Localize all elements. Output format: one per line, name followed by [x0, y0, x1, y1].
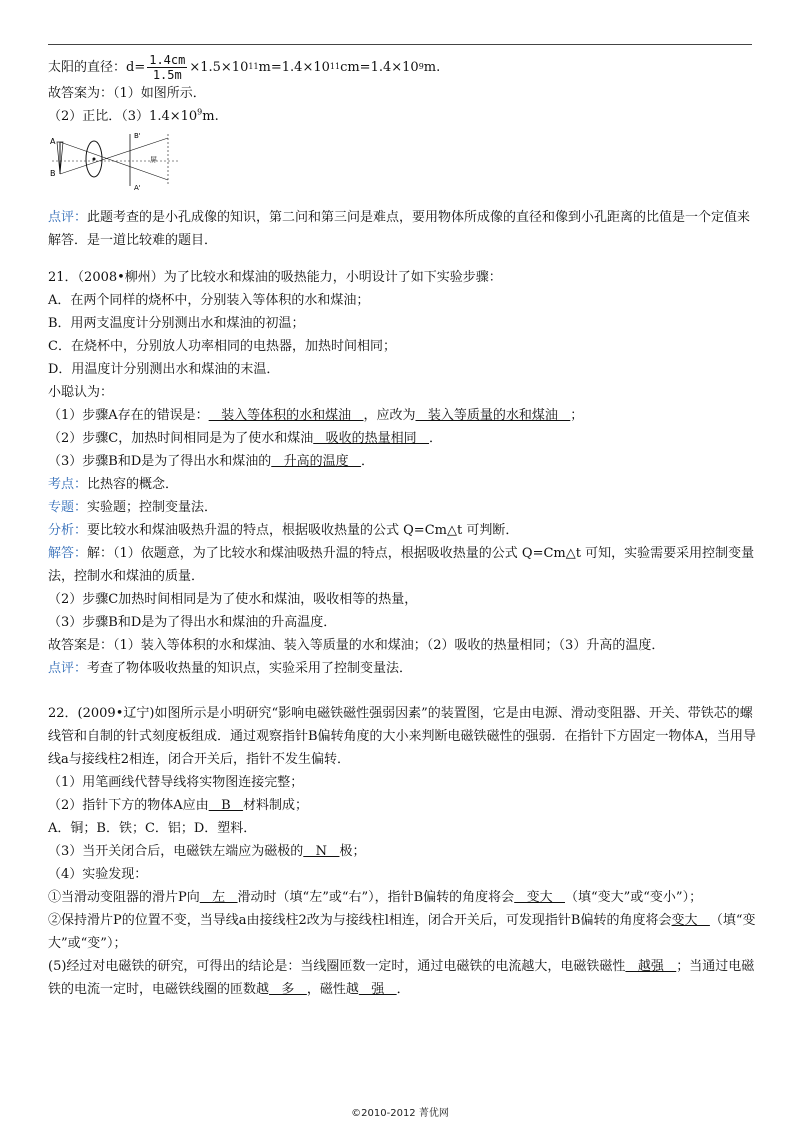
part-text: ；当通过电磁铁的电流一定时，电磁铁线圈的匝数越: [48, 959, 755, 997]
fraction-numerator: 1.4cm: [149, 52, 186, 67]
part-text: （3）当开关闭合后，电磁铁左端应为磁极的: [48, 844, 304, 859]
answer-blank: 左: [199, 890, 238, 905]
q21-solution-2: （2）步骤C加热时间相同是为了使水和煤油，吸收相等的热量，: [48, 592, 418, 607]
q21-title: 21．（2008•柳州）为了比较水和煤油的吸热能力，小明设计了如下实验步骤：: [48, 270, 502, 285]
fraction-denominator: 1.5m: [152, 67, 182, 82]
topic-text: 实验题；控制变量法．: [87, 500, 218, 515]
diameter-mid2: cm=1.4×10: [340, 59, 419, 75]
answer-blank: 强: [358, 982, 397, 997]
analysis-label: 分析：: [48, 523, 88, 538]
review-label: 点评：: [48, 661, 88, 676]
q22-options: A．铜；B．铁；C．铝；D．塑料．: [48, 821, 257, 836]
q21-step-b: B．用两支温度计分别测出水和煤油的初温；: [48, 316, 305, 331]
q21-topic: [48, 496, 758, 519]
part-text: 滑动时（填“左”或“右”），指针B偏转的角度将会: [237, 890, 515, 905]
part-text: ；: [570, 408, 584, 423]
part-text: （填“变大”或“变”）；: [48, 913, 756, 951]
part-text: ①当滑动变阻器的滑片P向: [48, 890, 200, 905]
diagram-label-b-prime: B': [134, 132, 141, 140]
answer-blank: B: [208, 798, 244, 813]
part-text: （2）步骤C，加热时间相同是为了使水和煤油: [48, 431, 314, 446]
q21-answer: 故答案是：（1）装入等体积的水和煤油、装入等质量的水和煤油；（2）吸收的热量相同；（3）升高的温度．: [48, 638, 665, 653]
q22-part-2: [48, 794, 758, 817]
q21-solution-3: （3）步骤B和D是为了得出水和煤油的升高温度．: [48, 615, 337, 630]
q21-part-1: [48, 404, 758, 427]
diameter-mult: ×1.5×10: [189, 59, 249, 75]
answer-line-2-text: （2）正比．（3）1.4×10: [48, 109, 198, 124]
diagram-label-b: B: [50, 169, 56, 178]
answer-blank: 变大: [514, 890, 565, 905]
part-text: （2）指针下方的物体A应由: [48, 798, 209, 813]
q22-part-1: （1）用笔画线代替导线将实物图连接完整；: [48, 775, 304, 790]
part-text: （填“变大”或“变小”）；: [564, 890, 703, 905]
answer-blank: 多: [269, 982, 307, 997]
page-footer: ©2010-2012 菁优网: [351, 1108, 449, 1119]
part-text: ．: [396, 982, 410, 997]
q22-finding-2: [48, 909, 758, 955]
part-text: ．: [429, 431, 443, 446]
part-text: ，磁性越: [306, 982, 359, 997]
q21-step-d: D．用温度计分别测出水和煤油的末温．: [48, 362, 280, 377]
part-text: ．: [361, 454, 375, 469]
q21-step-a: A．在两个同样的烧杯中，分别装入等体积的水和煤油；: [48, 293, 370, 308]
diagram-label-screen: 屏: [150, 156, 157, 164]
answer-blank: N: [303, 844, 340, 859]
solution-label: 解答：: [48, 546, 88, 561]
topic-label: 专题：: [48, 500, 88, 515]
analysis-text: 要比较水和煤油吸热升温的特点，根据吸收热量的公式 Q=Cm△t 可判断．: [87, 523, 519, 538]
diameter-mid: m=1.4×10: [258, 59, 330, 75]
q21-solution: [48, 542, 758, 588]
q21-review: [48, 657, 758, 680]
q21-part-2: [48, 427, 758, 450]
answer-line-1: 故答案为：（1）如图所示．: [48, 86, 206, 101]
part-text: (5)经过对电磁铁的研究，可得出的结论是：当线圈匝数一定时，通过电磁铁的电流越大，电磁铁磁性: [48, 959, 626, 974]
diagram-label-a-prime: A': [134, 184, 141, 192]
q20-review: [48, 206, 758, 252]
review-text: 考查了物体吸收热量的知识点，实验采用了控制变量法．: [87, 661, 413, 676]
diameter-suffix: m.: [423, 59, 441, 75]
part-text: （1）步骤A存在的错误是：: [48, 408, 209, 423]
q22-part-5: [48, 955, 758, 1001]
header-rule: [48, 44, 752, 45]
answer-blank: 装入等质量的水和煤油: [415, 408, 571, 423]
review-text: 此题考查的是小孔成像的知识，第二问和第三问是难点，要用物体所成像的直径和像到小孔距离的比值是一个定值来解答．是一道比较难的题目．: [48, 210, 751, 248]
part-text: ，应改为: [363, 408, 416, 423]
q21-knowledge-point: [48, 473, 758, 496]
part-text: 材料制成；: [243, 798, 309, 813]
answer-line-2-suffix: m.: [202, 109, 219, 124]
document-body: [48, 52, 758, 1001]
part-text: 极；: [339, 844, 366, 859]
answer-blank: 越强: [625, 959, 677, 974]
q21-step-c: C．在烧杯中，分别放人功率相同的电热器，加热时间相同；: [48, 339, 396, 354]
q22-title: 22．(2009•辽宁)如图所示是小明研究“影响电磁铁磁性强弱因素”的装置图，它是由电源、滑动变阻器、开关、带铁芯的螺线管和自制的针式刻度板组成．通过观察指针B偏转角度的大小来判断电磁铁磁性的强弱．在指针下方固定一物体A，当用导线a与接线柱2相连，闭合开关后，指针不发生偏转．: [48, 706, 756, 767]
kp-label: 考点：: [48, 477, 88, 492]
answer-blank: 升高的温度: [271, 454, 362, 469]
part-text: （3）步骤B和D是为了得出水和煤油的: [48, 454, 272, 469]
answer-blank: 吸收的热量相同: [313, 431, 430, 446]
q21-analysis: [48, 519, 758, 542]
diagram-label-a: A: [50, 137, 56, 146]
answer-line-2: [48, 105, 758, 128]
pinhole-diagram: [48, 130, 188, 192]
q21-intro: 小聪认为：: [48, 385, 114, 400]
diameter-fraction: [147, 53, 187, 82]
exponent: 9: [197, 107, 203, 117]
sun-diameter-line: 太阳的直径：d= $\frac{1.4cm}{1.5m}$ ×1.5×10 11 m=1.4×10 11 cm=1.4×10 9 m.: [48, 52, 441, 82]
solution-text: 解：（1）依题意，为了比较水和煤油吸热升温的特点，根据吸收热量的公式 Q=Cm△t 可知，实验需要采用控制变量法，控制水和煤油的质量．: [48, 546, 755, 584]
q22-part-4: （4）实验发现：: [48, 867, 148, 882]
answer-blank: 变大: [671, 913, 710, 928]
diameter-prefix: 太阳的直径：d=: [48, 59, 146, 75]
kp-text: 比热容的概念．: [87, 477, 179, 492]
q22-part-3: [48, 840, 758, 863]
q21-part-3: [48, 450, 758, 473]
answer-blank: 装入等体积的水和煤油: [208, 408, 364, 423]
review-label: 点评：: [48, 210, 88, 225]
q22-finding-1: [48, 886, 758, 909]
part-text: ②保持滑片P的位置不变，当导线a由接线柱2改为与接线柱l相连，闭合开关后，可发现指针B偏转的角度将会: [48, 913, 672, 928]
